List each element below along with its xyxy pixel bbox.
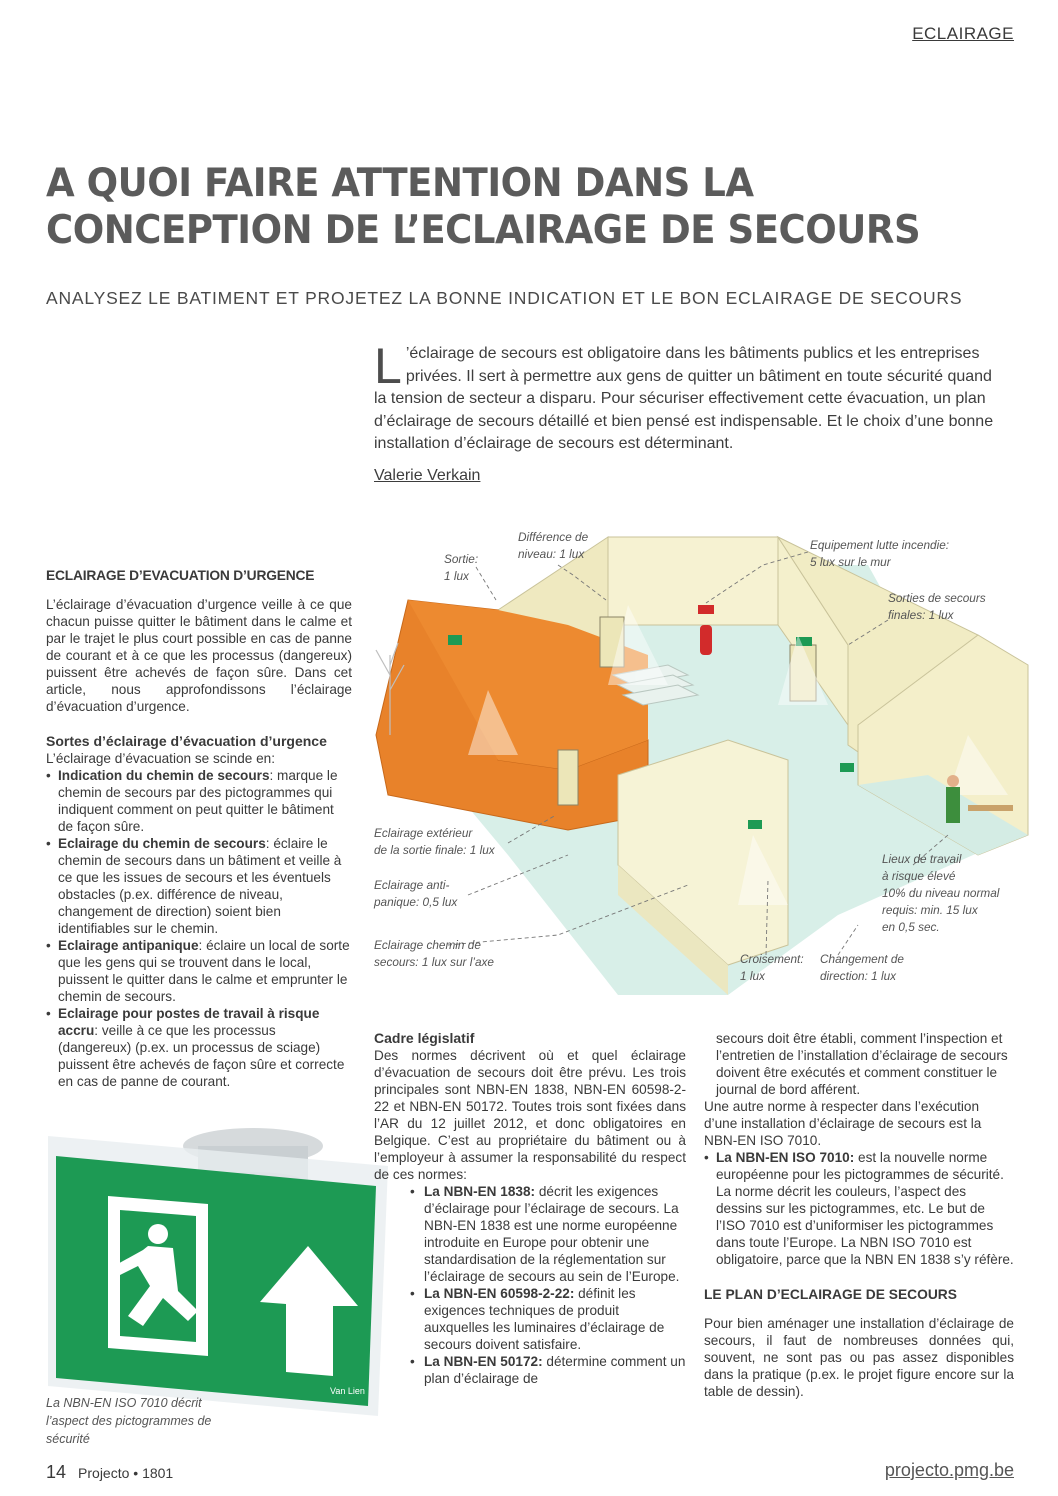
exit-sign-3 <box>840 763 854 772</box>
label-croisement-line-1: Croisement: <box>740 952 804 966</box>
section-heading-plan: LE PLAN D’ECLAIRAGE DE SECOURS <box>704 1287 957 1302</box>
list-item: • Eclairage antipanique: éclaire un local de sorte que les gens qui se trouvent dans le local, puissent le quitter dans le calme et emprunter le chemin de secours. <box>46 938 350 1004</box>
brand-mark: Van Lien <box>330 1386 365 1396</box>
exit-sign-photo <box>38 1126 365 1426</box>
label-sortie-line-1: Sortie: <box>444 552 479 566</box>
title-line-1: A QUOI FAIRE ATTENTION DANS LA <box>46 161 754 206</box>
exit-sign-illustration <box>38 1126 365 1426</box>
continuation-text: secours doit être établi, comment l’inspection et l’entretien de l’installation d’éclairage de secours doivent être exécutés et comment constituer le journal de bord afférent. <box>716 1031 1008 1097</box>
label-incendie-line-1: Equipement lutte incendie: <box>810 538 950 552</box>
bullet-term: La NBN-EN ISO 7010: <box>716 1150 855 1165</box>
list-item: • La NBN-EN 60598-2-22: définit les exigences techniques de produit auxquelles les luminaires d’éclairage de secours doivent satisfaire. <box>410 1286 665 1352</box>
label-sortie <box>444 551 478 585</box>
exit-sign-5 <box>698 605 714 614</box>
door-orange <box>558 750 578 805</box>
bullet-text: : éclaire un local de sorte que les gens qui se trouvent dans le local, puissent le quitter dans le calme et emprunter le chemin de secours. <box>58 938 350 1004</box>
label-niveau <box>518 529 588 563</box>
label-travail-line-4: requis: min. 15 lux <box>882 903 978 917</box>
list-item: • La NBN-EN 50172: détermine comment un plan d’éclairage de <box>410 1354 686 1386</box>
bullet-text: détermine comment un plan d’éclairage de <box>424 1354 686 1386</box>
bullet-text: : éclaire le chemin de secours dans un bâtiment et veille à ce que les issues de secours et les éventuels obstacles (p.ex. différence de niveau, changement de direction) soient bien identifiables sur le chemin. <box>58 836 342 936</box>
label-croisement-line-2: 1 lux <box>740 969 765 983</box>
label-sortie-line-2: 1 lux <box>444 569 469 583</box>
building-diagram <box>368 525 1028 995</box>
label-travail-line-2: à risque élevé <box>882 869 956 883</box>
label-incendie-line-2: 5 lux sur le mur <box>810 555 891 569</box>
list-item: • Indication du chemin de secours: marque le chemin de secours par des pictogrammes qui indiquent comment on peut quitter le bâtiment de façon sûre. <box>46 768 338 834</box>
evacuation-intro: L’éclairage d’évacuation d’urgence veille à ce que chacun puisse quitter le bâtiment dans le calme et par le trajet le plus court possible en cas de panne de courant et à ce que les processus (dangereux) puissent être achevés de façon sûre. Dans cet article, nous approfondissons l’éclairage d’évacuation d’urgence. <box>46 597 352 714</box>
exit-sign-1 <box>448 635 462 645</box>
iso-intro-text: Une autre norme à respecter dans l’exécution d’une installation d’éclairage de secours est la NBN-EN ISO 7010. <box>704 1099 982 1148</box>
bullet-text: : veille à ce que les processus (dangereux) (p.ex. un processus de sciage) puissent être achevés de façon sûre et correcte en cas de panne de courant. <box>58 1023 345 1089</box>
label-direction-line-1: Changement de <box>820 952 904 966</box>
label-chemin <box>374 937 494 971</box>
lead-text: L’éclairage d’évacuation se scinde en: <box>46 751 275 766</box>
middle-column <box>374 1030 686 1387</box>
magazine-issue: Projecto • 1801 <box>78 1465 174 1481</box>
bullet-term: La NBN-EN 60598-2-22: <box>424 1286 575 1301</box>
label-sorties-finales-line-2: finales: 1 lux <box>888 608 954 622</box>
label-direction-line-2: direction: 1 lux <box>820 969 897 983</box>
right-column <box>704 1030 1014 1400</box>
bullet-text: définit les exigences techniques de produit auxquelles les luminaires d’éclairage de secours doivent satisfaire. <box>424 1286 665 1352</box>
author-link[interactable]: Valerie Verkain <box>374 467 481 484</box>
label-exterieur-line-2: de la sortie finale: 1 lux <box>374 843 495 857</box>
plan-text: Pour bien aménager une installation d’éclairage de secours, il faut de nombreuses données qui, souvent, ne sont pas ou pas assez disponibles dans la pratique (p.ex. le projet figure encore sur la table de dessin). <box>704 1316 1014 1399</box>
label-antipanique <box>374 877 457 911</box>
bullet-text: décrit les exigences d’éclairage pour l’éclairage de secours. La NBN-EN 1838 est une norme européenne introduite en Europe pour obtenir une standardisation de la réglementation sur l’éclairage de secours au sein de l’Europe. <box>424 1184 680 1284</box>
bullet-term: La NBN-EN 1838: <box>424 1184 536 1199</box>
subheading-cadre: Cadre législatif <box>374 1030 475 1046</box>
label-antipanique-line-2: panique: 0,5 lux <box>374 895 458 909</box>
photo-caption: La NBN-EN ISO 7010 décrit l’aspect des pictogrammes de sécurité <box>46 1396 212 1446</box>
label-travail-line-3: 10% du niveau normal <box>882 886 1000 900</box>
bullet-term: Eclairage pour postes de travail à risque accru <box>58 1006 320 1038</box>
label-antipanique-line-1: Eclairage anti- <box>374 878 450 892</box>
label-niveau-line-2: niveau: 1 lux <box>518 547 585 561</box>
label-sorties-finales-line-1: Sorties de secours <box>888 591 986 605</box>
label-travail-line-5: en 0,5 sec. <box>882 920 940 934</box>
label-travail <box>882 851 999 936</box>
page-number: 14 <box>46 1462 67 1482</box>
label-direction <box>820 951 904 985</box>
drop-cap: L <box>374 338 402 394</box>
bullet-text: : marque le chemin de secours par des pictogrammes qui indiquent comment on peut quitter le bâtiment de façon sûre. <box>58 768 338 834</box>
list-item: • La NBN-EN 1838: décrit les exigences d’éclairage pour l’éclairage de secours. La NBN-EN 1838 est une norme européenne introduite en Europe pour obtenir une standardisation de la réglementation sur l’éclairage de secours au sein de l’Europe. <box>410 1184 680 1284</box>
label-niveau-line-1: Différence de <box>518 530 589 544</box>
page-subtitle: ANALYSEZ LE BATIMENT ET PROJETEZ LA BONNE INDICATION ET LE BON ECLAIRAGE DE SECOURS <box>46 288 963 308</box>
bullet-term: Indication du chemin de secours <box>58 768 270 783</box>
intro-paragraph <box>374 338 1006 456</box>
label-croisement <box>740 951 804 985</box>
exit-sign-4 <box>748 820 762 829</box>
title-line-2: CONCEPTION DE L’ECLAIRAGE DE SECOURS <box>46 208 921 253</box>
label-exterieur <box>374 825 495 859</box>
bullet-term: Eclairage du chemin de secours <box>58 836 266 851</box>
label-exterieur-line-1: Eclairage extérieur <box>374 826 473 840</box>
list-item: • Eclairage pour postes de travail à risque accru: veille à ce que les processus (dangereux) (p.ex. un processus de sciage) puissent être achevés de façon sûre et correcte en cas de panne de courant. <box>46 1006 345 1089</box>
list-item: • La NBN-EN ISO 7010: est la nouvelle norme européenne pour les pictogrammes de sécurité. La norme décrit les couleurs, l’aspect des dessins sur les pictogrammes, etc. Le but de l’ISO 7010 est d’uniformiser les pictogrammes dans toute l’Europe. La NBN ISO 7010 est obligatoire, parce que la NBN EN 1838 s’y réfère. <box>704 1150 1014 1267</box>
section-heading-evacuation: ECLAIRAGE D’EVACUATION D’URGENCE <box>46 568 315 583</box>
subheading-sortes: Sortes d’éclairage d’évacuation d’urgence <box>46 733 327 749</box>
intro-text: ’éclairage de secours est obligatoire dans les bâtiments publics et les entreprises privées. Il sert à permettre aux gens de quitter un bâtiment en toute sécurité quand la tension de secteur a disparu. Pour sécuriser effectivement cette évacuation, un plan d’éclairage de secours détaillé et bien pensé est indispensable. Et le choix d’une bonne installation d’éclairage de secours est déterminant. <box>374 345 994 452</box>
label-sorties-finales <box>888 590 986 624</box>
footer-url-link[interactable]: projecto.pmg.be <box>884 1460 1014 1480</box>
label-travail-line-1: Lieux de travail <box>882 852 962 866</box>
label-incendie <box>810 537 949 571</box>
cadre-text: Des normes décrivent où et quel éclairage d’évacuation de secours doit être prévu. Les trois principales sont NBN-EN 1838, NBN-EN 60598-2-22 et NBN-EN 50172. Toutes trois sont fixées dans l’AR du 12 juillet 2012, et donc obligatoires en Belgique. C’est au propriétaire du bâtiment ou à l’employeur à assumer la responsabilité du respect de ces normes: <box>374 1048 686 1182</box>
page-title <box>46 160 977 254</box>
label-chemin-line-2: secours: 1 lux sur l’axe <box>374 955 494 969</box>
bullet-term: La NBN-EN 50172: <box>424 1354 543 1369</box>
bullet-text: est la nouvelle norme européenne pour les pictogrammes de sécurité. La norme décrit les couleurs, l’aspect des dessins sur les pictogrammes, etc. Le but de l’ISO 7010 est d’uniformiser les pictogrammes dans toute l’Europe. La NBN ISO 7010 est obligatoire, parce que la NBN EN 1838 s’y réfère. <box>716 1150 1014 1267</box>
extinguisher <box>700 625 712 655</box>
left-column <box>46 567 352 1090</box>
label-chemin-line-1: Eclairage chemin de <box>374 938 481 952</box>
footer-left <box>46 1462 173 1483</box>
back-wall-center <box>608 537 778 625</box>
list-item: • Eclairage du chemin de secours: éclaire le chemin de secours dans un bâtiment et veille à ce que les issues de secours et les éventuels obstacles (p.ex. différence de niveau, changement de direction) soient bien identifiables sur le chemin. <box>46 836 342 936</box>
section-tag: ECLAIRAGE <box>912 24 1014 43</box>
bullet-term: Eclairage antipanique <box>58 938 199 953</box>
